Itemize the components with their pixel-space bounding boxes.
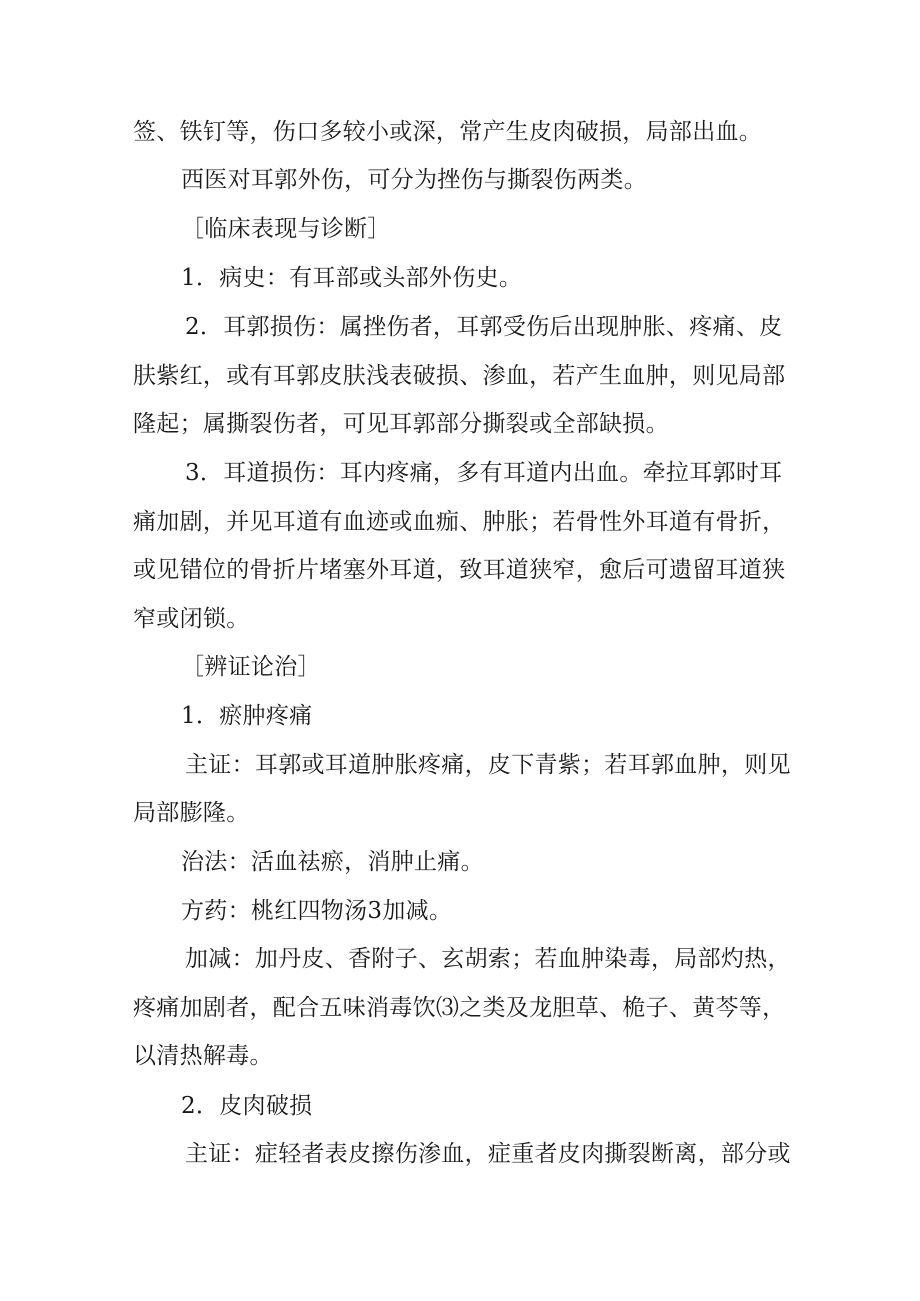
text-line: 隆起；属撕裂伤者，可见耳郭部分撕裂或全部缺损。 (133, 411, 669, 437)
text-line: 疼痛加剧者，配合五味消毒饮⑶之类及龙胆草、桅子、黄芩等， (133, 995, 786, 1021)
text-line: 以清热解毒。 (133, 1043, 273, 1069)
subheading: 2．皮肉破损 (181, 1093, 313, 1119)
section-heading: ［临床表现与诊断］ (181, 216, 391, 242)
text-line: 肤紫红，或有耳郭皮肤浅表破损、渗血，若产生血肿，则见局部 (133, 363, 786, 389)
text-line: 局部膨隆。 (133, 800, 250, 826)
text-line: 治法：活血祛瘀，消肿止痛。 (181, 849, 484, 875)
text-line: 方药：桃红四物汤3加减。 (181, 898, 453, 924)
text-line: 3．耳道损伤：耳内疼痛，多有耳道内出血。牵拉耳郭时耳 (185, 460, 783, 486)
subheading: 1．瘀肿疼痛 (181, 703, 313, 729)
text-line: 2．耳郭损伤：属挫伤者，耳郭受伤后出现肿胀、疼痛、皮 (185, 314, 783, 340)
text-line: 1．病史：有耳部或头部外伤史。 (181, 265, 523, 291)
section-heading: ［辨证论治］ (181, 654, 321, 680)
text-line: 加减：加丹皮、香附子、玄胡索；若血肿染毒，局部灼热， (185, 946, 791, 972)
text-line: 主证：耳郭或耳道肿胀疼痛，皮下青紫；若耳郭血肿，则见 (185, 752, 791, 778)
text-line: 或见错位的骨折片堵塞外耳道，致耳道狭窄，愈后可遗留耳道狭 (133, 557, 786, 583)
text-line: 西医对耳郭外伤，可分为挫伤与撕裂伤两类。 (181, 167, 647, 193)
text-line: 签、铁钉等，伤口多较小或深，常产生皮肉破损，局部出血。 (133, 119, 763, 145)
text-line: 窄或闭锁。 (133, 606, 250, 632)
text-line: 痛加剧，并见耳道有血迹或血痂、肿胀；若骨性外耳道有骨折， (133, 509, 786, 535)
text-line: 主证：症轻者表皮擦伤渗血，症重者皮肉撕裂断离，部分或 (185, 1141, 791, 1167)
